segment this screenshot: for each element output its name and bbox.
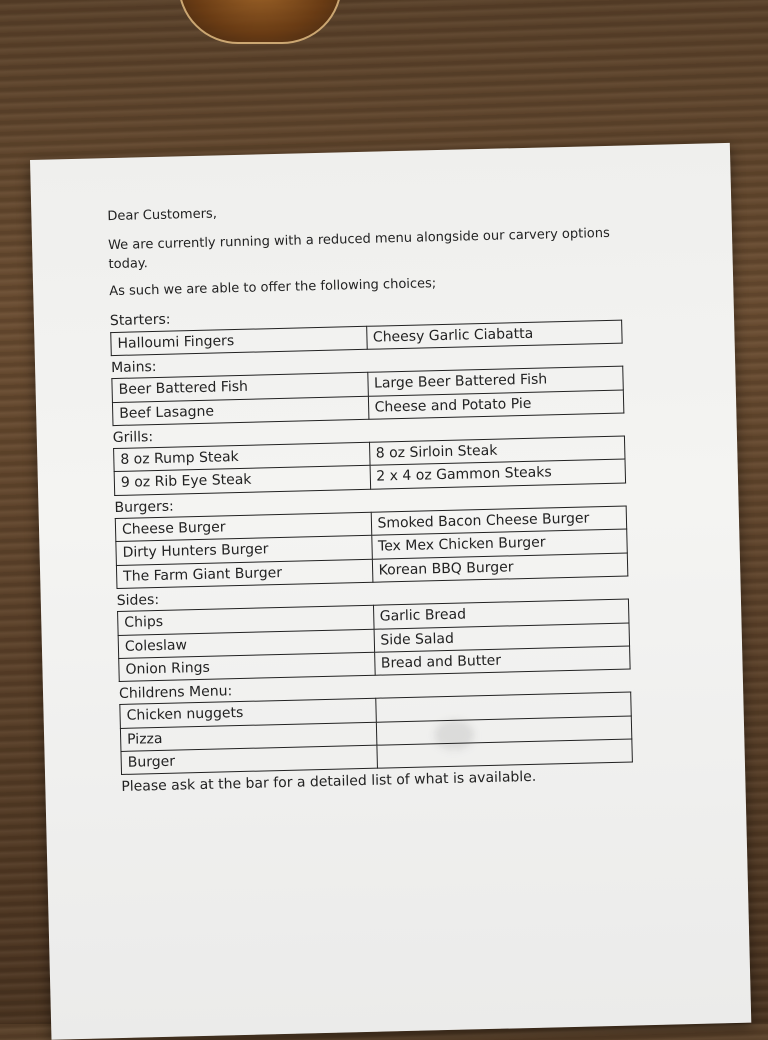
- table-cell: Cheesy Garlic Ciabatta: [366, 320, 622, 350]
- menu-content: [107, 195, 641, 797]
- table-cell: 9 oz Rib Eye Steak: [114, 466, 370, 496]
- table-cell: Korean BBQ Burger: [372, 553, 628, 583]
- childrens-menu-table: [119, 692, 633, 775]
- grills-heading: Grills:: [112, 428, 154, 446]
- table-cell: Dirty Hunters Burger: [116, 536, 372, 566]
- table-cell: Chips: [118, 605, 374, 635]
- table-cell: Smoked Bacon Cheese Burger: [371, 506, 627, 536]
- table-cell: 2 x 4 oz Gammon Steaks: [370, 460, 626, 490]
- menu-sheet: [30, 143, 751, 1040]
- burgers-heading: Burgers:: [114, 498, 174, 516]
- table-cell: Cheese Burger: [115, 512, 371, 542]
- greeting: Dear Customers,: [107, 206, 218, 225]
- intro-line-1: We are currently running with a reduced menu alongside our carvery options today.: [107, 225, 610, 272]
- table-cell: Pizza: [120, 722, 376, 752]
- childrens-menu-heading: Childrens Menu:: [118, 683, 233, 703]
- intro-line-2: As such we are able to offer the following choices;: [109, 275, 437, 299]
- mains-heading: Mains:: [110, 358, 157, 377]
- glass-on-table: [178, 0, 342, 44]
- table-cell: Bread and Butter: [374, 646, 630, 676]
- table-cell: Side Salad: [374, 623, 630, 653]
- availability-note: Please ask at the bar for a detailed list of what is available.: [121, 769, 537, 796]
- table-cell: Beef Lasagne: [112, 396, 368, 426]
- table-cell: Cheese and Potato Pie: [368, 390, 624, 420]
- table-cell: Tex Mex Chicken Burger: [371, 529, 627, 559]
- table-cell: Coleslaw: [118, 629, 374, 659]
- burgers-table: [115, 506, 629, 589]
- table-cell: The Farm Giant Burger: [116, 559, 372, 589]
- table-cell: Halloumi Fingers: [111, 326, 367, 356]
- table-cell: Large Beer Battered Fish: [367, 366, 623, 396]
- table-cell: Chicken nuggets: [120, 699, 376, 729]
- sides-heading: Sides:: [116, 591, 160, 609]
- starters-heading: Starters:: [109, 311, 171, 330]
- table-cell: 8 oz Sirloin Steak: [369, 436, 625, 466]
- table-cell: Onion Rings: [119, 652, 375, 682]
- table-cell: Beer Battered Fish: [112, 373, 368, 403]
- table-cell: 8 oz Rump Steak: [114, 442, 370, 472]
- table-cell: Garlic Bread: [373, 599, 629, 629]
- sides-table: [117, 599, 631, 682]
- table-cell: Burger: [121, 745, 377, 775]
- table-cell: [376, 739, 632, 769]
